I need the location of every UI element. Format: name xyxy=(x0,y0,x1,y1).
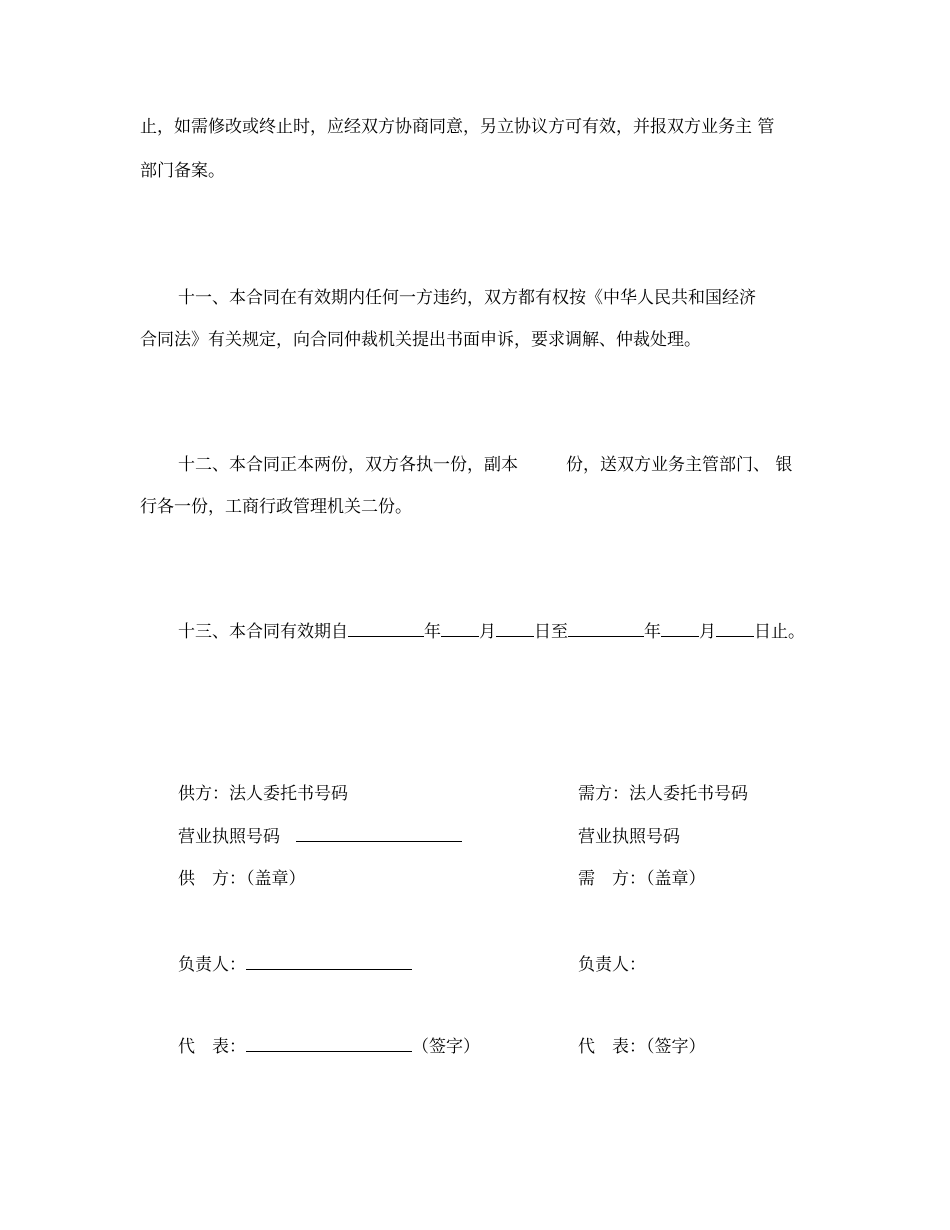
end-year-blank[interactable] xyxy=(568,619,644,637)
clause12-text-b: 份，送双方业务主管部门、 银 xyxy=(566,455,793,475)
supplier-responsible-row xyxy=(178,950,412,975)
supplier-rep-row xyxy=(178,1032,480,1057)
clause13-prefix: 十三、本合同有效期自 xyxy=(178,622,348,642)
clause10-line1: 止，如需修改或终止时，应经双方协商同意，另立协议方可有效，并报双方业务主 管 xyxy=(140,117,775,137)
buyer-responsible-label: 负责人： xyxy=(578,955,646,975)
clause13-year2: 年 xyxy=(644,622,661,642)
start-day-blank[interactable] xyxy=(496,619,534,637)
clause12-line2: 行各一份，工商行政管理机关二份。 xyxy=(140,497,412,517)
buyer-rep-label: 代 表：（签字） xyxy=(578,1037,706,1057)
clause12-text-a: 十二、本合同正本两份，双方各执一份，副本 xyxy=(178,455,518,475)
supplier-responsible-label: 负责人： xyxy=(178,955,246,975)
supplier-responsible-blank[interactable] xyxy=(246,952,412,970)
clause13-month2: 月 xyxy=(699,622,716,642)
clause13-day1: 日至 xyxy=(534,622,568,642)
buyer-license-label: 营业执照号码 xyxy=(578,827,680,847)
supplier-license-row xyxy=(178,822,462,847)
clause13-year1: 年 xyxy=(424,622,441,642)
buyer-entrust-label: 需方：法人委托书号码 xyxy=(578,784,748,804)
clause10-line2: 部门备案。 xyxy=(140,161,225,181)
supplier-rep-blank[interactable] xyxy=(246,1034,412,1052)
end-day-blank[interactable] xyxy=(716,619,754,637)
clause11-line1: 十一、本合同在有效期内任何一方违约，双方都有权按《中华人民共和国经济 xyxy=(178,288,756,308)
clause12-line1 xyxy=(178,450,792,475)
buyer-seal-label: 需 方：（盖章） xyxy=(578,869,706,889)
supplier-seal-label: 供 方：（盖章） xyxy=(178,869,306,889)
supplier-license-blank[interactable] xyxy=(296,824,462,842)
supplier-rep-label: 代 表： xyxy=(178,1037,246,1057)
clause13-line xyxy=(178,617,805,642)
end-month-blank[interactable] xyxy=(661,619,699,637)
supplier-entrust-label: 供方：法人委托书号码 xyxy=(178,784,348,804)
clause11-line2: 合同法》有关规定，向合同仲裁机关提出书面申诉，要求调解、仲裁处理。 xyxy=(140,330,701,350)
start-year-blank[interactable] xyxy=(348,619,424,637)
clause13-day2: 日止。 xyxy=(754,622,805,642)
clause13-month1: 月 xyxy=(479,622,496,642)
supplier-license-label: 营业执照号码 xyxy=(178,827,280,847)
start-month-blank[interactable] xyxy=(441,619,479,637)
supplier-sign-label: （签字） xyxy=(412,1037,480,1057)
